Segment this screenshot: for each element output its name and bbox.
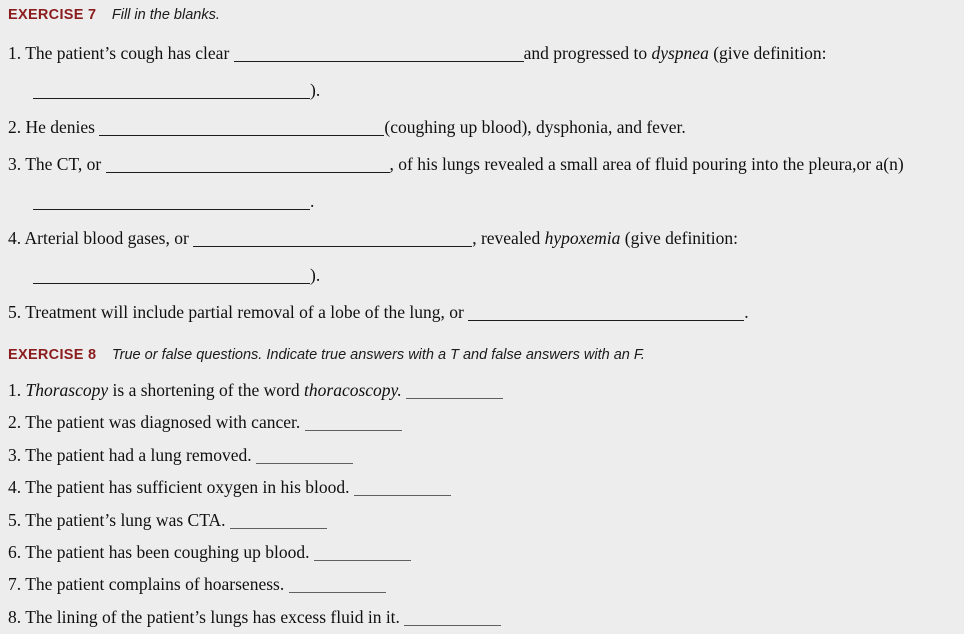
item-text: (give definition: [713,43,827,63]
item-number: 3. [8,154,22,174]
answer-blank [33,207,310,210]
fill-item-4 [8,220,964,294]
answer-blank [33,96,310,99]
item-text: The patient has been coughing up blood. [25,541,310,562]
item-number: 2. [8,117,22,137]
exercise7-items [8,35,964,331]
item-text: The patient’s lung was CTA. [25,509,226,530]
exercise7-header [8,6,964,24]
item-number: 4. [8,228,22,248]
tf-item-6 [8,536,964,568]
answer-blank [234,59,524,62]
answer-blank [305,428,402,431]
answer-blank [404,623,501,626]
item-number: 8. [8,606,22,627]
item-term-italic: hypoxemia [544,228,621,248]
item-text: The patient complains of hoarseness. [25,574,285,595]
item-number: 5. [8,509,22,530]
exercise8-label: EXERCISE 8 [8,347,97,363]
exercise8-items [8,374,964,633]
exercise8-header [8,346,964,364]
item-term-italic: Thorascopy [25,380,109,400]
fill-item-3-line-2 [8,183,964,220]
item-term-italic: dyspnea [651,43,709,63]
item-text: ). [310,265,321,285]
item-text: The lining of the patient’s lungs has excess fluid in it. [25,606,400,627]
answer-blank [230,526,327,529]
answer-blank [289,590,386,593]
item-number: 5. [8,302,22,322]
answer-blank [106,170,390,173]
fill-item-1-line-1 [8,35,964,72]
tf-item-5 [8,504,964,536]
exercise7-label: EXERCISE 7 [8,7,97,23]
exercise7-instructions: Fill in the blanks. [111,7,220,23]
item-text: . [310,191,315,211]
item-text: Treatment will include partial removal of a lobe of the lung, or [25,302,464,322]
fill-item-3-line-1 [8,146,964,183]
tf-item-2 [8,406,964,438]
fill-item-3 [8,146,964,220]
item-text: (coughing up blood), dysphonia, and fever. [384,117,686,137]
answer-blank [354,493,451,496]
item-number: 1. [8,43,22,63]
item-text: He denies [25,117,95,137]
answer-blank [314,558,411,561]
item-text: Arterial blood gases, or [24,228,189,248]
fill-item-5-line-1 [8,294,964,331]
answer-blank [468,318,744,321]
item-number: 3. [8,444,22,465]
fill-item-5 [8,294,964,331]
item-text: The patient was diagnosed with cancer. [25,412,301,433]
item-number: 1. [8,380,22,400]
item-text: The patient has sufficient oxygen in his blood. [25,477,350,498]
exercise8-instructions: True or false questions. Indicate true answers with a T and false answers with an F. [111,347,645,363]
item-text: , of his lungs revealed a small area of fluid pouring into the pleura,or a(n) [389,154,904,174]
item-text: The patient’s cough has clear [25,43,230,63]
item-text: ). [310,80,321,100]
item-text: , revealed [472,228,541,248]
answer-blank [406,396,503,399]
fill-item-2 [8,109,964,146]
item-text: The CT, or [25,154,102,174]
item-number: 2. [8,412,22,433]
fill-item-4-line-1 [8,220,964,257]
item-number: 6. [8,541,22,562]
tf-item-8 [8,601,964,633]
item-text: The patient had a lung removed. [25,444,252,465]
tf-item-1 [8,374,964,406]
fill-item-2-line-1 [8,109,964,146]
answer-blank [256,461,353,464]
item-text: is a shortening of the word [112,380,300,400]
answer-blank [193,244,472,247]
answer-blank [33,281,310,284]
fill-item-1-line-2 [8,72,964,109]
item-text: (give definition: [624,228,739,248]
item-text: and progressed to [523,43,648,63]
item-number: 4. [8,477,22,498]
item-term-italic: thoracoscopy. [304,380,402,400]
item-text: . [744,302,749,322]
fill-item-1 [8,35,964,109]
fill-item-4-line-2 [8,257,964,294]
answer-blank [99,133,384,136]
tf-item-3 [8,439,964,471]
item-number: 7. [8,574,22,595]
tf-item-7 [8,568,964,600]
tf-item-4 [8,471,964,503]
